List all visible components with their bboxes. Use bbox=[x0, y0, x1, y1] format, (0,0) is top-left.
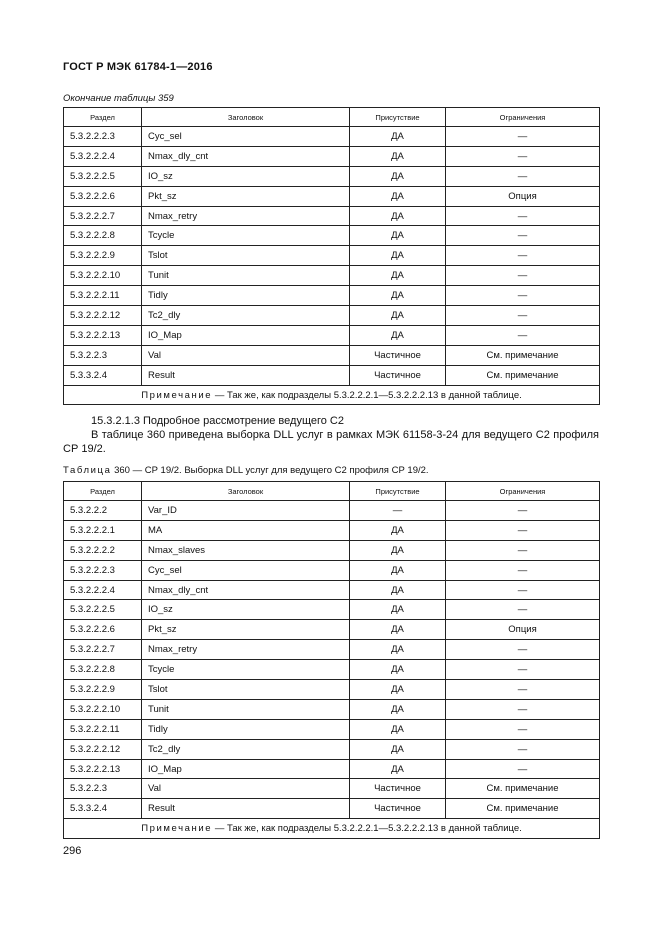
table-row bbox=[64, 580, 600, 600]
cell-title: Nmax_dly_cnt bbox=[142, 146, 350, 166]
table-note bbox=[64, 819, 600, 839]
cell-section: 5.3.2.2.2.1 bbox=[64, 520, 142, 540]
cell-presence: ДА bbox=[350, 620, 446, 640]
cell-restrictions: — bbox=[446, 127, 600, 147]
table-row bbox=[64, 799, 600, 819]
table-row bbox=[64, 127, 600, 147]
cell-presence: Частичное bbox=[350, 345, 446, 365]
cell-section: 5.3.2.2.2.6 bbox=[64, 186, 142, 206]
cell-presence: ДА bbox=[350, 520, 446, 540]
cell-presence: — bbox=[350, 501, 446, 521]
cell-restrictions: — bbox=[446, 501, 600, 521]
cell-title: Pkt_sz bbox=[142, 620, 350, 640]
column-header-title: Заголовок bbox=[142, 482, 350, 501]
cell-title: Tidly bbox=[142, 286, 350, 306]
table-row bbox=[64, 640, 600, 660]
cell-restrictions: См. примечание bbox=[446, 365, 600, 385]
cell-restrictions: Опция bbox=[446, 186, 600, 206]
cell-title: Pkt_sz bbox=[142, 186, 350, 206]
table-row bbox=[64, 325, 600, 345]
cell-restrictions: См. примечание bbox=[446, 779, 600, 799]
cell-title: Nmax_retry bbox=[142, 206, 350, 226]
table-360 bbox=[63, 481, 600, 839]
cell-presence: ДА bbox=[350, 146, 446, 166]
table-note-row bbox=[64, 819, 600, 839]
cell-title: Tc2_dly bbox=[142, 739, 350, 759]
cell-presence: ДА bbox=[350, 306, 446, 326]
cell-presence: ДА bbox=[350, 226, 446, 246]
cell-restrictions: — bbox=[446, 719, 600, 739]
cell-section: 5.3.2.2.2.11 bbox=[64, 719, 142, 739]
table-row bbox=[64, 345, 600, 365]
cell-section: 5.3.3.2.4 bbox=[64, 365, 142, 385]
cell-restrictions: — bbox=[446, 759, 600, 779]
cell-section: 5.3.2.2.2.5 bbox=[64, 600, 142, 620]
cell-restrictions: — bbox=[446, 286, 600, 306]
cell-title: Result bbox=[142, 799, 350, 819]
cell-section: 5.3.2.2.2 bbox=[64, 501, 142, 521]
cell-presence: ДА bbox=[350, 699, 446, 719]
document-header: ГОСТ Р МЭК 61784-1—2016 bbox=[63, 61, 213, 73]
cell-title: Nmax_dly_cnt bbox=[142, 580, 350, 600]
cell-title: Tidly bbox=[142, 719, 350, 739]
table-header-row bbox=[64, 108, 600, 127]
column-header-section: Раздел bbox=[64, 108, 142, 127]
cell-presence: ДА bbox=[350, 739, 446, 759]
cell-presence: ДА bbox=[350, 719, 446, 739]
column-header-presence: Присутствие bbox=[350, 108, 446, 127]
cell-section: 5.3.2.2.2.9 bbox=[64, 246, 142, 266]
cell-title: IO_Map bbox=[142, 325, 350, 345]
table-359-caption: Окончание таблицы 359 bbox=[63, 93, 174, 104]
cell-restrictions: — bbox=[446, 680, 600, 700]
cell-restrictions: — bbox=[446, 146, 600, 166]
cell-title: Val bbox=[142, 779, 350, 799]
cell-restrictions: — bbox=[446, 266, 600, 286]
note-text: — Так же, как подразделы 5.3.2.2.2.1—5.3.2.2.2.13 в данной таблице. bbox=[212, 389, 522, 401]
cell-restrictions: — bbox=[446, 640, 600, 660]
cell-restrictions: См. примечание bbox=[446, 799, 600, 819]
cell-title: Cyc_sel bbox=[142, 127, 350, 147]
cell-restrictions: — bbox=[446, 325, 600, 345]
cell-section: 5.3.2.2.2.13 bbox=[64, 759, 142, 779]
cell-presence: Частичное bbox=[350, 365, 446, 385]
cell-section: 5.3.2.2.2.4 bbox=[64, 146, 142, 166]
cell-restrictions: — bbox=[446, 699, 600, 719]
cell-restrictions: — bbox=[446, 560, 600, 580]
column-header-title: Заголовок bbox=[142, 108, 350, 127]
cell-presence: Частичное bbox=[350, 799, 446, 819]
table-row bbox=[64, 206, 600, 226]
cell-restrictions: См. примечание bbox=[446, 345, 600, 365]
table-row bbox=[64, 699, 600, 719]
cell-restrictions: — bbox=[446, 660, 600, 680]
cell-section: 5.3.3.2.4 bbox=[64, 799, 142, 819]
cell-title: Cyc_sel bbox=[142, 560, 350, 580]
cell-presence: ДА bbox=[350, 580, 446, 600]
table-row bbox=[64, 306, 600, 326]
cell-restrictions: — bbox=[446, 739, 600, 759]
cell-section: 5.3.2.2.2.8 bbox=[64, 226, 142, 246]
cell-presence: ДА bbox=[350, 246, 446, 266]
cell-section: 5.3.2.2.2.6 bbox=[64, 620, 142, 640]
cell-section: 5.3.2.2.2.3 bbox=[64, 127, 142, 147]
cell-section: 5.3.2.2.2.12 bbox=[64, 739, 142, 759]
cell-title: IO_Map bbox=[142, 759, 350, 779]
cell-presence: ДА bbox=[350, 206, 446, 226]
cell-presence: ДА bbox=[350, 759, 446, 779]
cell-section: 5.3.2.2.2.10 bbox=[64, 699, 142, 719]
table-row bbox=[64, 166, 600, 186]
note-text: — Так же, как подразделы 5.3.2.2.2.1—5.3.2.2.2.13 в данной таблице. bbox=[212, 823, 522, 835]
column-header-restrictions: Ограничения bbox=[446, 108, 600, 127]
cell-section: 5.3.2.2.2.5 bbox=[64, 166, 142, 186]
cell-section: 5.3.2.2.2.3 bbox=[64, 560, 142, 580]
table-row bbox=[64, 620, 600, 640]
table-note-row bbox=[64, 385, 600, 405]
cell-section: 5.3.2.2.2.12 bbox=[64, 306, 142, 326]
table-row bbox=[64, 719, 600, 739]
cell-title: Tunit bbox=[142, 699, 350, 719]
column-header-section: Раздел bbox=[64, 482, 142, 501]
table-row bbox=[64, 286, 600, 306]
table-row bbox=[64, 600, 600, 620]
cell-title: IO_sz bbox=[142, 600, 350, 620]
cell-section: 5.3.2.2.2.2 bbox=[64, 540, 142, 560]
cell-section: 5.3.2.2.2.10 bbox=[64, 266, 142, 286]
caption-label: Таблица bbox=[63, 465, 112, 476]
table-row bbox=[64, 365, 600, 385]
table-row bbox=[64, 246, 600, 266]
section-heading-paragraph: 15.3.2.1.3 Подробное рассмотрение ведущего С2 bbox=[91, 415, 344, 427]
table-row bbox=[64, 540, 600, 560]
cell-title: Tc2_dly bbox=[142, 306, 350, 326]
page-number: 296 bbox=[63, 845, 82, 857]
cell-title: Tcycle bbox=[142, 660, 350, 680]
cell-title: IO_sz bbox=[142, 166, 350, 186]
cell-section: 5.3.2.2.2.8 bbox=[64, 660, 142, 680]
table-header-row bbox=[64, 482, 600, 501]
cell-presence: Частичное bbox=[350, 779, 446, 799]
cell-presence: ДА bbox=[350, 186, 446, 206]
cell-presence: ДА bbox=[350, 540, 446, 560]
cell-title: Nmax_retry bbox=[142, 640, 350, 660]
cell-restrictions: — bbox=[446, 206, 600, 226]
table-note bbox=[64, 385, 600, 405]
cell-section: 5.3.2.2.2.11 bbox=[64, 286, 142, 306]
table-row bbox=[64, 680, 600, 700]
cell-restrictions: — bbox=[446, 600, 600, 620]
column-header-restrictions: Ограничения bbox=[446, 482, 600, 501]
table-row bbox=[64, 779, 600, 799]
note-label: Примечание bbox=[141, 389, 213, 401]
cell-section: 5.3.2.2.2.13 bbox=[64, 325, 142, 345]
cell-section: 5.3.2.2.3 bbox=[64, 779, 142, 799]
table-row bbox=[64, 520, 600, 540]
cell-title: Tslot bbox=[142, 246, 350, 266]
caption-text: 360 — СР 19/2. Выборка DLL услуг для ведущего С2 профиля СР 19/2. bbox=[111, 465, 429, 476]
table-row bbox=[64, 226, 600, 246]
table-row bbox=[64, 560, 600, 580]
body-paragraph: В таблице 360 приведена выборка DLL услуг в рамках МЭК 61158-3-24 для ведущего С2 профиля СР 19/2. bbox=[63, 429, 599, 455]
cell-title: Tslot bbox=[142, 680, 350, 700]
cell-title: Result bbox=[142, 365, 350, 385]
cell-presence: ДА bbox=[350, 325, 446, 345]
cell-section: 5.3.2.2.2.4 bbox=[64, 580, 142, 600]
table-row bbox=[64, 266, 600, 286]
cell-section: 5.3.2.2.2.9 bbox=[64, 680, 142, 700]
cell-restrictions: — bbox=[446, 246, 600, 266]
table-row bbox=[64, 186, 600, 206]
cell-presence: ДА bbox=[350, 266, 446, 286]
cell-section: 5.3.2.2.2.7 bbox=[64, 206, 142, 226]
cell-title: MA bbox=[142, 520, 350, 540]
cell-restrictions: — bbox=[446, 166, 600, 186]
cell-section: 5.3.2.2.3 bbox=[64, 345, 142, 365]
cell-title: Val bbox=[142, 345, 350, 365]
table-body bbox=[64, 127, 600, 386]
table-row bbox=[64, 660, 600, 680]
cell-title: Tcycle bbox=[142, 226, 350, 246]
cell-presence: ДА bbox=[350, 286, 446, 306]
cell-title: Var_ID bbox=[142, 501, 350, 521]
cell-presence: ДА bbox=[350, 640, 446, 660]
cell-section: 5.3.2.2.2.7 bbox=[64, 640, 142, 660]
cell-presence: ДА bbox=[350, 166, 446, 186]
cell-presence: ДА bbox=[350, 127, 446, 147]
cell-presence: ДА bbox=[350, 560, 446, 580]
column-header-presence: Присутствие bbox=[350, 482, 446, 501]
cell-title: Tunit bbox=[142, 266, 350, 286]
cell-presence: ДА bbox=[350, 680, 446, 700]
cell-title: Nmax_slaves bbox=[142, 540, 350, 560]
cell-restrictions: Опция bbox=[446, 620, 600, 640]
cell-restrictions: — bbox=[446, 306, 600, 326]
cell-restrictions: — bbox=[446, 540, 600, 560]
table-row bbox=[64, 501, 600, 521]
table-359-continued bbox=[63, 107, 600, 405]
table-360-caption bbox=[63, 465, 429, 476]
table-row bbox=[64, 146, 600, 166]
note-label: Примечание bbox=[141, 823, 213, 835]
table-row bbox=[64, 759, 600, 779]
table-body bbox=[64, 501, 600, 819]
cell-restrictions: — bbox=[446, 520, 600, 540]
cell-presence: ДА bbox=[350, 660, 446, 680]
cell-restrictions: — bbox=[446, 580, 600, 600]
cell-restrictions: — bbox=[446, 226, 600, 246]
cell-presence: ДА bbox=[350, 600, 446, 620]
table-row bbox=[64, 739, 600, 759]
